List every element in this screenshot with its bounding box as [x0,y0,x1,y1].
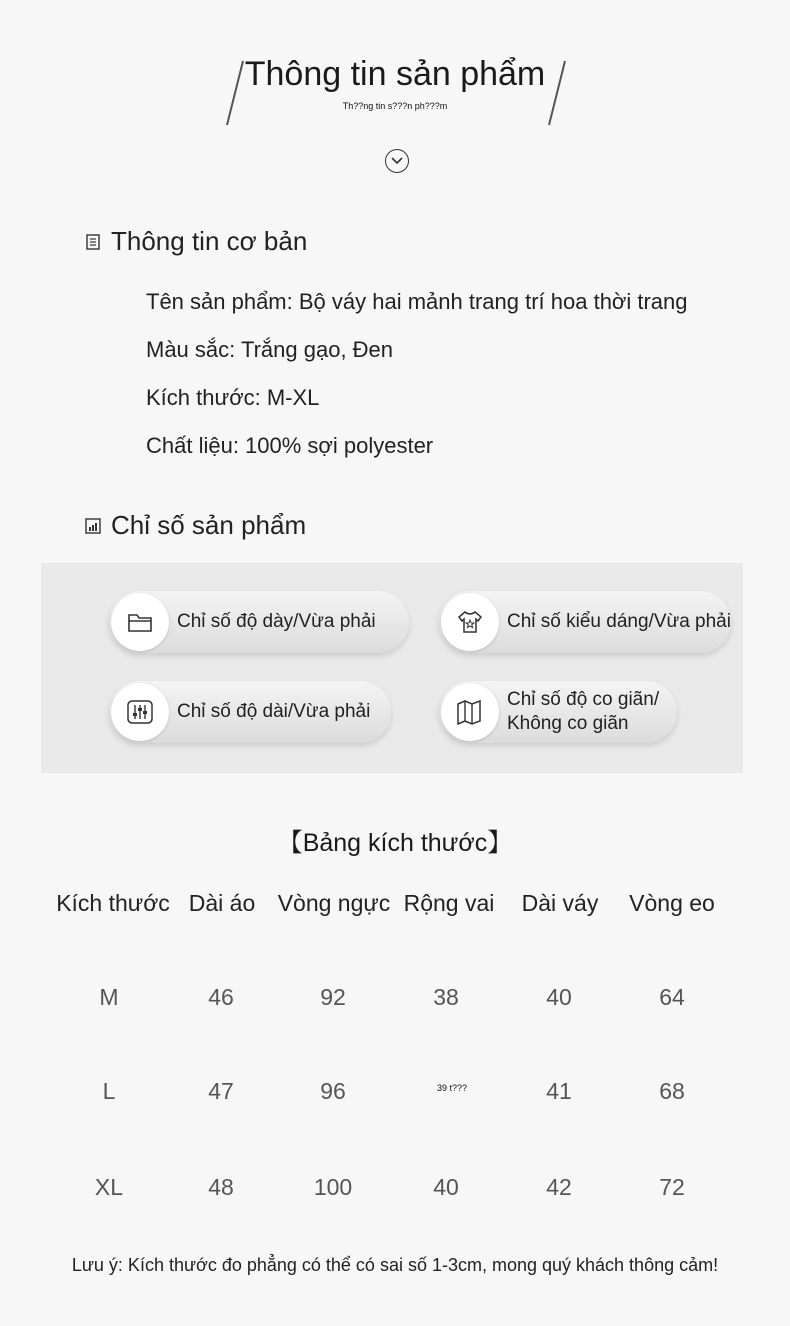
size-header-waist: Vòng eo [629,890,715,916]
indicators-heading [85,510,306,541]
size-header-shoulder: Rộng vai [403,890,495,916]
indicator-thickness [109,591,409,653]
info-line-size: Kích thước: M-XL [146,385,320,410]
map-fold-icon [455,697,485,727]
document-icon [85,234,101,250]
info-line-color: Màu sắc: Trắng gạo, Đen [146,337,394,362]
table-cell: M [99,984,119,1010]
indicator-stretch-label [507,688,659,736]
table-cell: 92 [320,984,346,1010]
size-table-title: 【Bảng kích thước】 [277,829,513,857]
size-header-skirt-length: Dài váy [521,890,599,916]
indicators-heading-text: Chỉ số sản phẩm [111,510,307,540]
page-title: Thông tin sản phẩm [244,55,546,93]
folder-icon [125,607,155,637]
table-cell: 47 [208,1078,234,1104]
indicators-panel [41,563,743,773]
table-cell: 68 [659,1078,685,1104]
table-cell: 40 [546,984,572,1010]
table-cell: 41 [546,1078,572,1104]
info-line-material: Chất liệu: 100% sợi polyester [146,433,434,458]
length-icon [125,697,155,727]
bar-chart-icon [85,518,101,534]
chevron-down-icon[interactable] [385,149,409,173]
size-header-top-length: Dài áo [188,890,256,916]
table-cell: 46 [208,984,234,1010]
table-cell: 72 [659,1174,685,1200]
size-note: Lưu ý: Kích thước đo phẳng có thể có sai số 1-3cm, mong quý khách thông cảm! [71,1255,719,1275]
indicator-style-label: Chỉ số kiểu dáng/Vừa phải [507,611,731,632]
table-cell: L [102,1078,116,1104]
indicator-length-label: Chỉ số độ dài/Vừa phải [177,701,371,722]
table-cell: 39 t??? [436,1083,468,1093]
table-cell: 42 [546,1174,572,1200]
basic-info-heading [85,226,307,257]
indicator-thickness-label: Chỉ số độ dày/Vừa phải [177,611,376,632]
size-header-size: Kích thước [56,890,170,916]
table-cell: XL [94,1174,124,1200]
table-cell: 48 [208,1174,234,1200]
table-cell: 100 [313,1174,353,1200]
info-line-name: Tên sản phẩm: Bộ váy hai mảnh trang trí hoa thời trang [146,289,688,314]
basic-info-heading-text: Thông tin cơ bản [111,226,308,256]
indicator-stretch [439,681,677,743]
shirt-icon [455,607,485,637]
table-cell: 38 [433,984,459,1010]
table-cell: 64 [659,984,685,1010]
indicator-stretch-label-line1: Chỉ số độ co giãn/ [507,689,660,710]
table-cell: 40 [433,1174,459,1200]
table-cell: 96 [320,1078,346,1104]
indicator-stretch-label-line2: Không co giãn [507,713,629,734]
page-subtitle: Th??ng tin s???n ph???m [342,101,448,111]
indicator-length [109,681,391,743]
size-header-chest: Vòng ngực [277,890,391,916]
indicator-style [439,591,731,653]
